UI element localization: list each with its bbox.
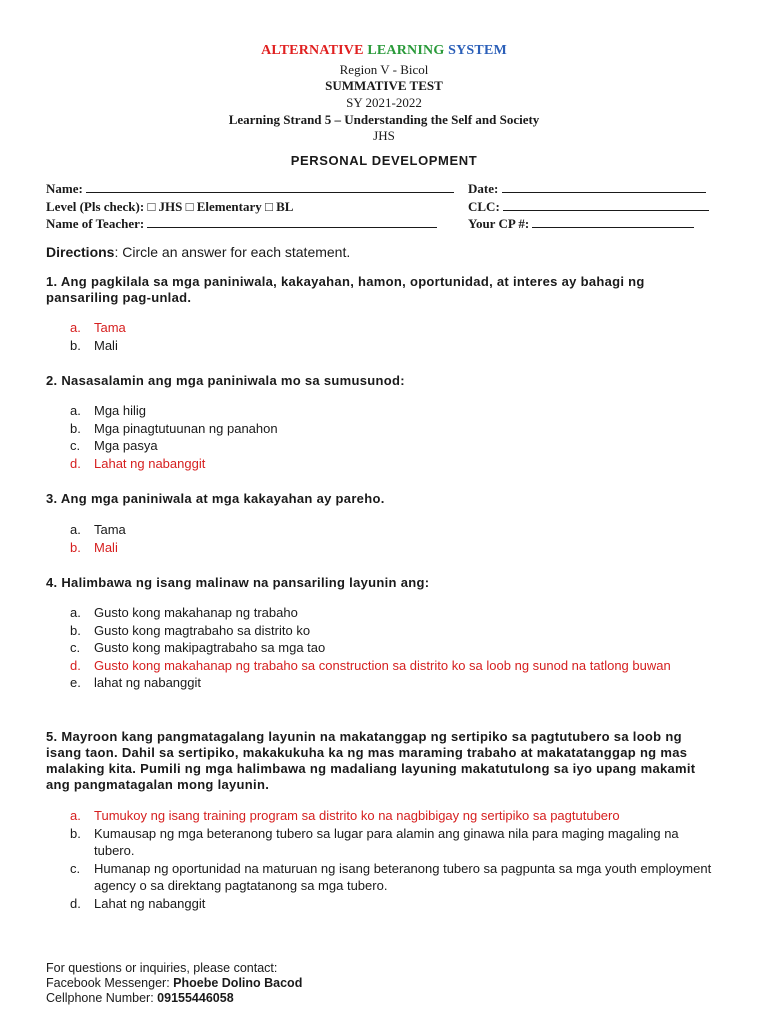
option-letter: e.: [70, 675, 81, 690]
teacher-field[interactable]: [147, 216, 437, 228]
option-letter: b.: [70, 337, 81, 353]
phone-label: Cellphone Number:: [46, 991, 158, 1005]
option-letter: a.: [70, 522, 81, 537]
option-2a[interactable]: [70, 402, 720, 420]
clc-label: CLC:: [468, 199, 500, 214]
option-1b[interactable]: [70, 337, 720, 355]
question-3: 3. Ang mga paniniwala at mga kakayahan ay pareho.: [46, 491, 385, 506]
subject-title: PERSONAL DEVELOPMENT: [290, 153, 478, 168]
question-1: 1. Ang pagkilala sa mga paniniwala, kakayahan, hamon, oportunidad, at interes ay bahagi ng pansariling pag-unlad.: [46, 274, 645, 305]
option-letter: c.: [70, 860, 81, 876]
footer-phone: [46, 991, 302, 1006]
org-word-system: SYSTEM: [448, 43, 507, 58]
option-letter: a.: [70, 605, 81, 620]
name-field[interactable]: [86, 181, 454, 193]
region-line: Region V - Bicol: [339, 62, 429, 77]
directions: [46, 244, 350, 260]
options-1: [70, 319, 720, 354]
options-5: [70, 807, 720, 912]
option-4c[interactable]: [70, 639, 720, 657]
option-2b[interactable]: [70, 420, 720, 438]
option-text: Mga pinagtutuunan ng panahon: [94, 420, 278, 436]
test-title: SUMMATIVE TEST: [325, 78, 443, 93]
option-5a[interactable]: [70, 807, 720, 825]
option-1a[interactable]: [70, 319, 720, 337]
option-4b[interactable]: [70, 622, 720, 640]
cp-field[interactable]: [532, 216, 694, 228]
option-letter: d.: [70, 657, 81, 673]
option-letter: a.: [70, 808, 81, 823]
learning-strand: Learning Strand 5 – Understanding the Self and Society: [228, 112, 540, 127]
option-letter: c.: [70, 438, 81, 453]
option-2c[interactable]: [70, 437, 720, 455]
options-4: [70, 604, 720, 692]
level-check-label: Level (Pls check): □ JHS □ Elementary □ BL: [46, 199, 294, 214]
option-letter: d.: [70, 895, 81, 911]
option-letter: b.: [70, 825, 81, 841]
option-4e[interactable]: [70, 674, 720, 692]
option-text: Humanap ng oportunidad na maturuan ng isang beteranong tubero sa pagpunta sa mga youth employment agency o sa direktang pagtatanong sa mga tubero.: [94, 860, 712, 893]
date-label: Date:: [468, 181, 499, 196]
question-4: 4. Halimbawa ng isang malinaw na pansariling layunin ang:: [46, 575, 430, 590]
option-letter: b.: [70, 539, 81, 555]
option-text: Gusto kong makahanap ng trabaho: [94, 605, 298, 620]
option-text: Mali: [94, 539, 118, 555]
option-text: Gusto kong magtrabaho sa distrito ko: [94, 622, 311, 638]
option-5b[interactable]: [70, 825, 720, 860]
option-text: Gusto kong makahanap ng trabaho sa construction sa distrito ko sa loob ng sunod na tatlong buwan: [94, 657, 671, 673]
option-text: Lahat ng nabanggit: [94, 455, 206, 471]
option-text: Kumausap ng mga beteranong tubero sa lugar para alamin ang ginawa nila para maging magaling na tubero.: [94, 825, 679, 858]
school-year: SY 2021-2022: [346, 95, 422, 110]
option-4a[interactable]: [70, 604, 720, 622]
option-letter: d.: [70, 455, 81, 471]
options-2: [70, 402, 720, 472]
option-text: Mali: [94, 337, 118, 353]
option-text: lahat ng nabanggit: [94, 675, 201, 690]
option-3b[interactable]: [70, 539, 720, 557]
option-5c[interactable]: [70, 860, 720, 895]
organization-title: [0, 43, 768, 59]
option-letter: b.: [70, 622, 81, 638]
messenger-value: Phoebe Dolino Bacod: [173, 976, 303, 990]
cp-label: Your CP #:: [468, 216, 530, 231]
option-text: Tumukoy ng isang training program sa distrito ko na nagbibigay ng sertipiko sa pagtutubero: [94, 808, 620, 823]
option-letter: a.: [70, 403, 81, 418]
phone-value: 09155446058: [157, 991, 234, 1005]
option-text: Mga pasya: [94, 438, 158, 453]
option-5d[interactable]: [70, 895, 720, 913]
option-4d[interactable]: [70, 657, 720, 675]
footer-intro: For questions or inquiries, please contact:: [46, 961, 278, 975]
option-letter: b.: [70, 420, 81, 436]
directions-label: Directions: [46, 244, 115, 260]
option-3a[interactable]: [70, 521, 720, 539]
question-2: 2. Nasasalamin ang mga paniniwala mo sa sumusunod:: [46, 373, 405, 388]
option-letter: c.: [70, 640, 81, 655]
option-2d[interactable]: [70, 455, 720, 473]
option-text: Tama: [94, 522, 126, 537]
org-word-learning: LEARNING: [367, 43, 445, 58]
messenger-label: Facebook Messenger:: [46, 976, 174, 990]
options-3: [70, 521, 720, 556]
org-word-alternative: ALTERNATIVE: [261, 43, 364, 58]
option-letter: a.: [70, 320, 81, 335]
date-field[interactable]: [502, 181, 706, 193]
option-text: Lahat ng nabanggit: [94, 895, 206, 911]
level-line: JHS: [373, 128, 395, 143]
option-text: Mga hilig: [94, 403, 147, 418]
name-label: Name:: [46, 181, 83, 196]
teacher-label: Name of Teacher:: [46, 216, 145, 231]
directions-text: : Circle an answer for each statement.: [114, 244, 351, 260]
clc-field[interactable]: [503, 199, 709, 211]
option-text: Tama: [94, 320, 126, 335]
contact-footer: [46, 961, 302, 1006]
option-text: Gusto kong makipagtrabaho sa mga tao: [94, 640, 326, 655]
footer-messenger: [46, 976, 302, 991]
question-5: 5. Mayroon kang pangmatagalang layunin na makatanggap ng sertipiko sa pagtutubero sa loob ng isang taon. Dahil sa sertipiko, makakukuha ka ng mas maraming trabaho at makatatanggap ng mas malaking kita. Pumili ng mga halimbawa ng madaliang layuning makatutulong sa iyo upang makamit ang pangmatagalan mong layunin.: [46, 729, 696, 792]
